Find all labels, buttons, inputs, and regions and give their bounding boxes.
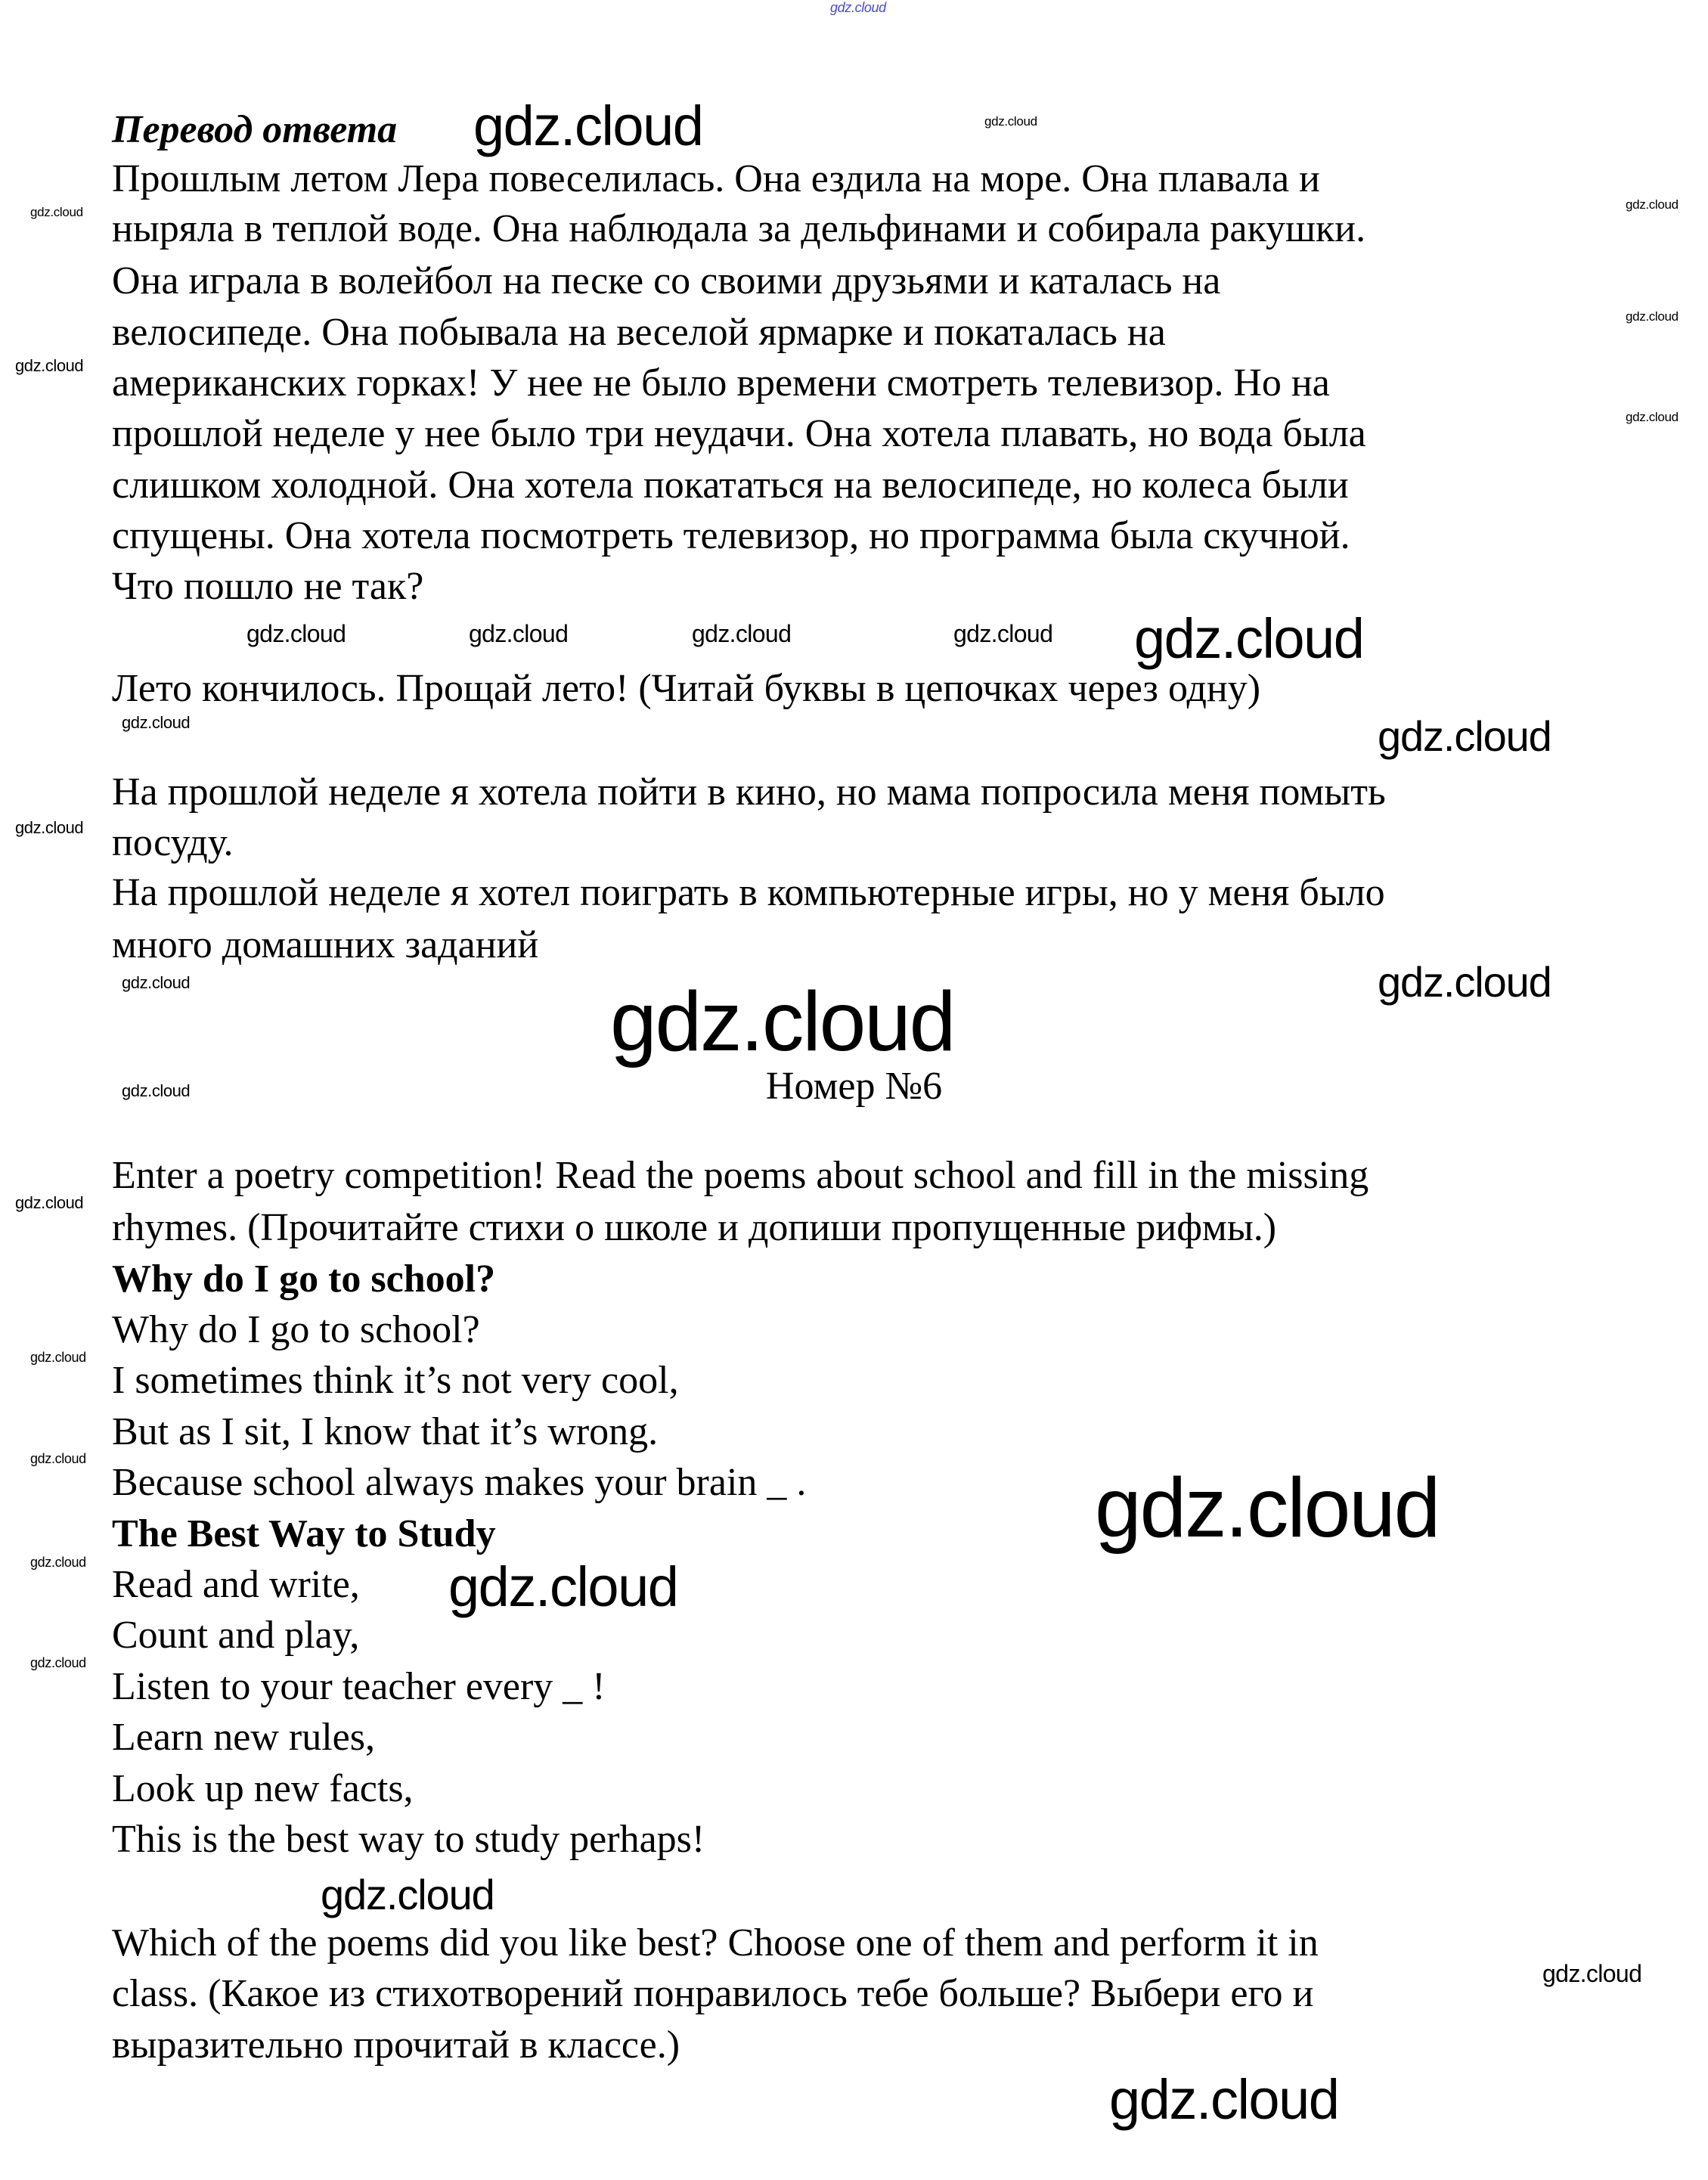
watermark: gdz.cloud bbox=[610, 975, 955, 1068]
watermark: gdz.cloud bbox=[30, 1451, 86, 1466]
example-line: много домашних заданий bbox=[112, 923, 539, 966]
watermark: gdz.cloud bbox=[984, 114, 1037, 129]
watermark: gdz.cloud bbox=[1626, 197, 1679, 212]
watermark: gdz.cloud bbox=[122, 713, 191, 732]
summer-line: Лето кончилось. Прощай лето! (Читай буквы в цепочках через одну) bbox=[112, 667, 1261, 710]
instruction-line: Enter a poetry competition! Read the poems about school and fill in the missing bbox=[112, 1154, 1369, 1197]
watermark: gdz.cloud bbox=[1542, 1960, 1642, 1987]
watermark: gdz.cloud bbox=[246, 620, 346, 647]
poem-line: Why do I go to school? bbox=[112, 1308, 480, 1351]
question-line: выразительно прочитай в классе.) bbox=[112, 2023, 680, 2067]
poem-line: This is the best way to study perhaps! bbox=[112, 1818, 705, 1861]
question-line: Which of the poems did you like best? Choose one of them and perform it in bbox=[112, 1921, 1319, 1964]
watermark: gdz.cloud bbox=[1095, 1461, 1440, 1555]
watermark: gdz.cloud bbox=[122, 1081, 191, 1100]
watermark: gdz.cloud bbox=[122, 973, 191, 992]
watermark: gdz.cloud bbox=[473, 95, 703, 157]
poem-line: Look up new facts, bbox=[112, 1767, 414, 1810]
poem-title: Why do I go to school? bbox=[112, 1257, 496, 1301]
example-line: На прошлой неделе я хотела пойти в кино, но мама попросила меня помыть bbox=[112, 771, 1386, 814]
watermark: gdz.cloud bbox=[692, 620, 792, 647]
poem-line: I sometimes think it’s not very cool, bbox=[112, 1359, 679, 1402]
watermark: gdz.cloud bbox=[30, 1555, 86, 1570]
watermark: gdz.cloud bbox=[1134, 607, 1364, 670]
watermark: gdz.cloud bbox=[15, 356, 84, 375]
paragraph-line: велосипеде. Она побывала на веселой ярмарке и покаталась на bbox=[112, 311, 1166, 354]
watermark: gdz.cloud bbox=[1378, 712, 1551, 760]
poem-line: Read and write, bbox=[112, 1563, 360, 1606]
paragraph-line: Что пошло не так? bbox=[112, 565, 424, 608]
paragraph-line: Она играла в волейбол на песке со своими друзьями и каталась на bbox=[112, 259, 1221, 302]
watermark: gdz.cloud bbox=[321, 1871, 494, 1918]
watermark: gdz.cloud bbox=[30, 205, 83, 219]
question-line: class. (Какое из стихотворений понравилось тебе больше? Выбери его и bbox=[112, 1972, 1314, 2015]
paragraph-line: американских горках! У нее не было времени смотреть телевизор. Но на bbox=[112, 361, 1330, 405]
paragraph-line: спущены. Она хотела посмотреть телевизор, но программа была скучной. bbox=[112, 514, 1350, 557]
paragraph-line: Прошлым летом Лера повеселилась. Она ездила на море. Она плавала и bbox=[112, 157, 1320, 200]
translation-title: Перевод ответа bbox=[112, 108, 398, 151]
poem-title: The Best Way to Study bbox=[112, 1512, 496, 1555]
watermark: gdz.cloud bbox=[30, 1655, 86, 1670]
example-line: посуду. bbox=[112, 821, 234, 864]
paragraph-line: ныряла в теплой воде. Она наблюдала за дельфинами и собирала ракушки. bbox=[112, 207, 1366, 250]
exercise-number: Номер №6 bbox=[765, 1065, 943, 1108]
watermark: gdz.cloud bbox=[1626, 410, 1679, 424]
watermark: gdz.cloud bbox=[830, 0, 886, 15]
watermark: gdz.cloud bbox=[1626, 309, 1679, 324]
watermark: gdz.cloud bbox=[469, 620, 569, 647]
poem-line: Listen to your teacher every _ ! bbox=[112, 1665, 606, 1708]
watermark: gdz.cloud bbox=[953, 620, 1053, 647]
watermark: gdz.cloud bbox=[1109, 2068, 1339, 2131]
watermark: gdz.cloud bbox=[30, 1350, 86, 1365]
paragraph-line: слишком холодной. Она хотела покататься на велосипеде, но колеса были bbox=[112, 464, 1349, 507]
watermark: gdz.cloud bbox=[15, 1193, 84, 1212]
poem-line: Learn new rules, bbox=[112, 1716, 375, 1759]
watermark: gdz.cloud bbox=[1378, 958, 1551, 1006]
watermark: gdz.cloud bbox=[15, 818, 84, 837]
poem-line: But as I sit, I know that it’s wrong. bbox=[112, 1410, 659, 1453]
paragraph-line: прошлой неделе у нее было три неудачи. Она хотела плавать, но вода была bbox=[112, 412, 1366, 455]
poem-line: Count and play, bbox=[112, 1614, 360, 1657]
instruction-line: rhymes. (Прочитайте стихи о школе и допиши пропущенные рифмы.) bbox=[112, 1206, 1277, 1249]
watermark: gdz.cloud bbox=[448, 1555, 678, 1618]
example-line: На прошлой неделе я хотел поиграть в компьютерные игры, но у меня было bbox=[112, 871, 1385, 914]
poem-line: Because school always makes your brain _ . bbox=[112, 1461, 807, 1504]
